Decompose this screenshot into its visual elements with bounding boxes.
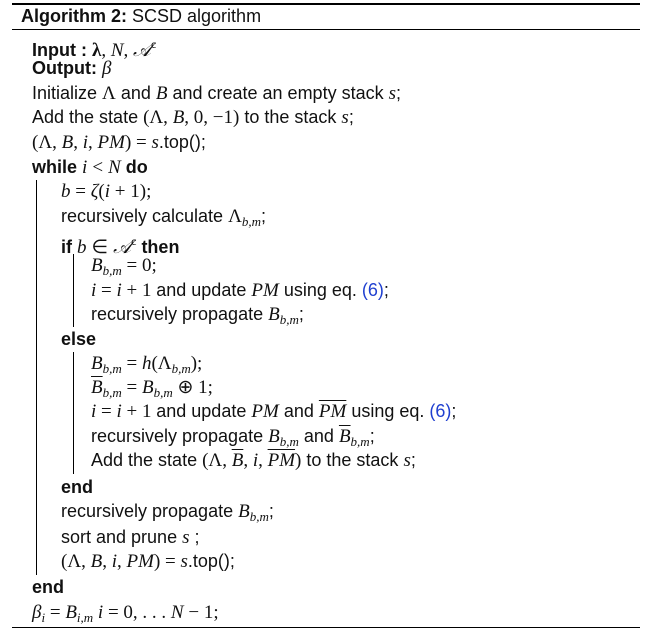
then-update-text: and update <box>156 280 247 300</box>
end-if-keyword: end <box>61 477 94 497</box>
then-line-1: $B_{b,m} = 0$; <box>91 255 157 278</box>
while-line: while i < N do <box>32 157 148 178</box>
input-separator: : <box>81 40 87 60</box>
input-line: Input : λ, N, 𝒜$^c$ <box>32 37 157 61</box>
while-keyword: while <box>32 157 78 177</box>
eq-ref-link-2[interactable]: (6) <box>429 401 452 421</box>
then-line-2: i = i + 1 and update PM using eq. (6); <box>91 280 389 301</box>
else-line-3: i = i + 1 and update PM and $\overline{PM}$ using eq. (6); <box>91 401 457 422</box>
b-assign-line: b = ζ(i + 1); <box>61 181 152 202</box>
top-rule <box>12 3 640 5</box>
output-keyword: Output: <box>32 58 97 78</box>
else-propagate-and: and <box>303 426 334 446</box>
else-update-text: and update <box>156 401 247 421</box>
final-line: $\beta_i = B_{i,m}$ i = 0, . . . N − 1; <box>32 602 219 625</box>
else-using-text: using eq. <box>351 401 425 421</box>
calc-line: recursively calculate $\Lambda_{b,m}$; <box>61 206 266 229</box>
end-while-line <box>32 576 64 598</box>
else-body-bar <box>73 352 74 474</box>
else-propagate-text: recursively propagate <box>91 426 264 446</box>
algorithm-caption <box>21 6 261 26</box>
output-line: Output: β <box>32 58 112 79</box>
caption-rule <box>12 29 640 30</box>
else-stack-text: to the stack <box>306 450 399 470</box>
then-line-3: recursively propagate $B_{b,m}$; <box>91 304 304 327</box>
eq-ref-link[interactable]: (6) <box>361 280 384 300</box>
else-add-text: Add the state <box>91 450 198 470</box>
else-line-2: $\overline{B}_{b,m} = B_{b,m}$ ⊕ 1; <box>91 377 213 400</box>
while-body-bar <box>36 180 37 575</box>
init-line: Initialize Λ and B and create an empty stack s; <box>32 83 402 104</box>
end-while-keyword: end <box>32 577 65 597</box>
then-body-bar <box>73 254 74 327</box>
else-line-1: $B_{b,m} = h(\Lambda_{b,m})$; <box>91 353 203 376</box>
then-keyword: then <box>141 237 180 257</box>
else-keyword: else <box>61 329 97 349</box>
if-keyword: if <box>61 237 72 257</box>
end-if-line <box>61 476 93 498</box>
after-line-3: (Λ, B, i, PM) = s.top(); <box>61 551 235 572</box>
then-using-text: using eq. <box>283 280 357 300</box>
bottom-rule <box>12 627 640 628</box>
after-line-2: sort and prune s ; <box>61 527 200 548</box>
after-line-1: recursively propagate $B_{b,m}$; <box>61 501 274 524</box>
caption-label: Algorithm 2: <box>21 6 127 26</box>
top-line-1: (Λ, B, i, PM) = s.top(); <box>32 132 206 153</box>
if-line: if b ∈ 𝒜$^c$ then <box>61 234 180 258</box>
caption-title: SCSD algorithm <box>132 6 262 26</box>
else-line-4: recursively propagate $B_{b,m}$ and $\overline{B}_{b,m}$; <box>91 426 375 449</box>
do-keyword: do <box>125 157 148 177</box>
input-keyword: Input <box>32 40 76 60</box>
else-line <box>61 328 96 350</box>
else-line-5: Add the state (Λ, $\overline{B}$, i, $\overline{PM}$) to the stack s; <box>91 450 416 471</box>
add-state-line: Add the state (Λ, B, 0, −1) to the stack s; <box>32 107 354 128</box>
else-and-text: and <box>283 401 314 421</box>
